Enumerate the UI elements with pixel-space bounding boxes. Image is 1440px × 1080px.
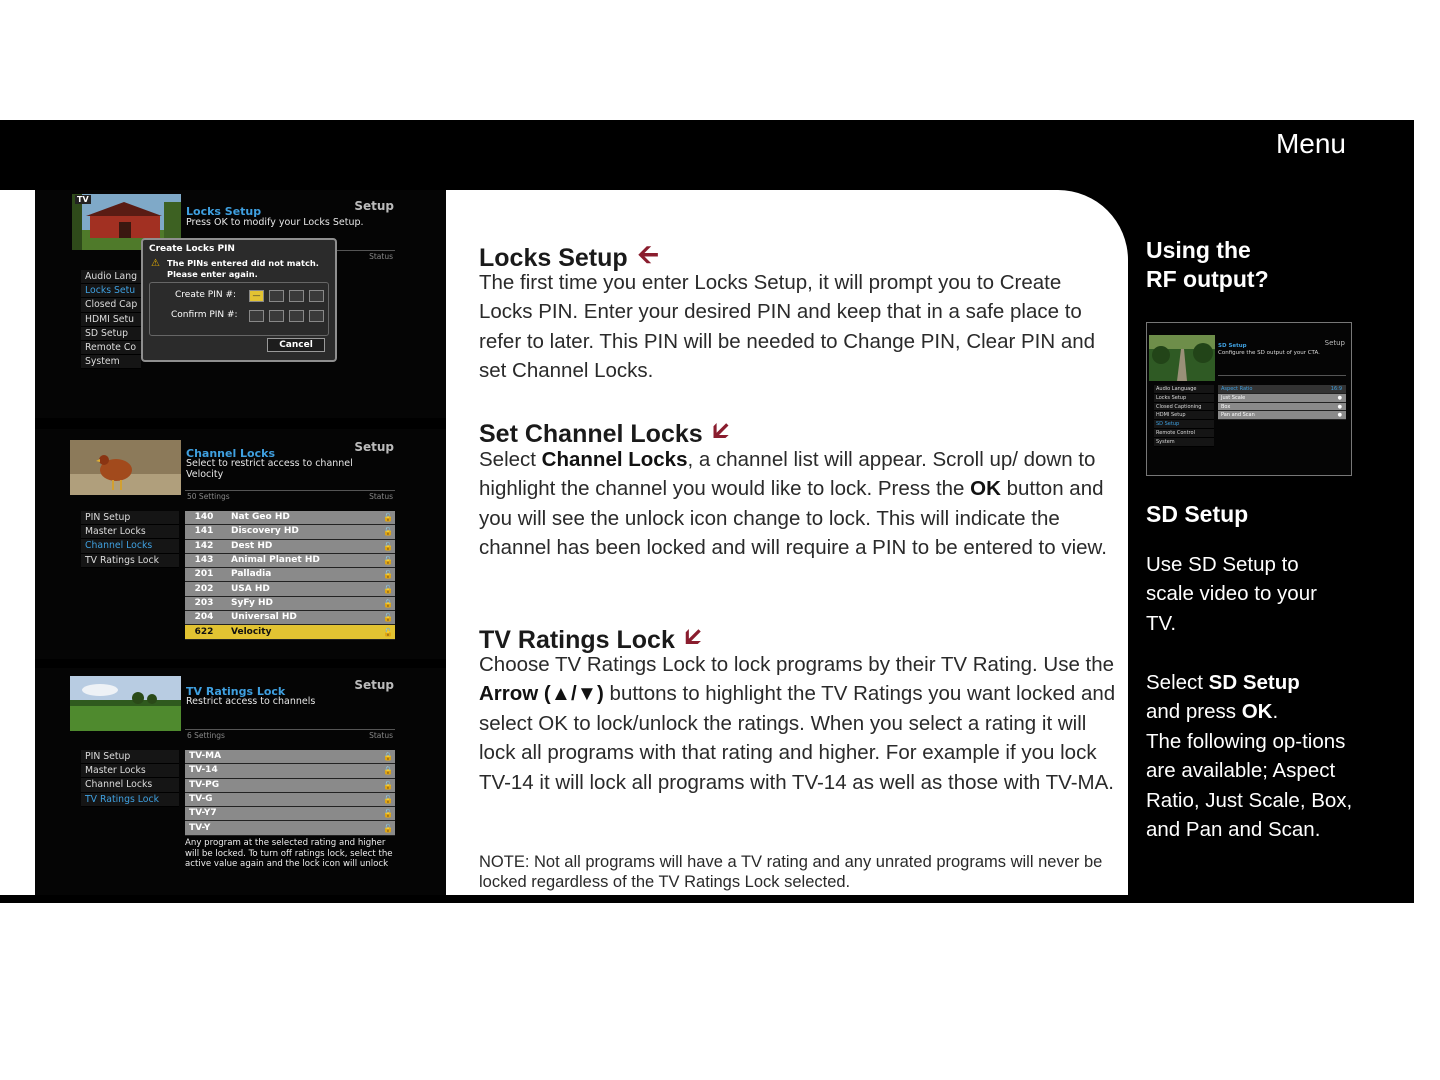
tv2-side-menu — [81, 511, 179, 568]
dialog-message: The PINs entered did not match. Please enter again. — [167, 258, 319, 279]
sd-option-value: ● — [1337, 412, 1342, 419]
text-run: The following op-tions are available; Aspect Ratio, Just Scale, Box, and Pan and Scan. — [1146, 729, 1353, 842]
rating-name: TV-MA — [189, 751, 222, 762]
tv1-setup-word: Setup — [354, 199, 394, 213]
unlock-icon: 🔓 — [383, 570, 393, 580]
channel-row[interactable] — [185, 511, 395, 525]
channel-row[interactable] — [185, 625, 395, 639]
confirm-pin-digit-1[interactable] — [249, 310, 264, 322]
channel-number: 203 — [194, 597, 214, 608]
rating-row[interactable] — [185, 807, 395, 821]
unlock-icon: 🔓 — [383, 795, 393, 805]
chicken-thumbnail — [70, 440, 181, 495]
sd-option-value: ● — [1337, 394, 1342, 401]
menu-item[interactable]: PIN Setup — [81, 511, 179, 525]
sd-options-list — [1218, 385, 1346, 420]
menu-item[interactable]: Master Locks — [81, 525, 179, 539]
tv-screen-ratings-lock — [35, 668, 446, 895]
tv3-subtitle: Restrict access to channels — [186, 696, 316, 707]
tv-screen-locks-setup — [35, 190, 446, 418]
rf-title-line-2: RF output? — [1146, 266, 1269, 292]
channel-number: 202 — [194, 583, 214, 594]
unlock-icon: 🔓 — [383, 584, 393, 594]
text-run-bold: SD Setup — [1208, 671, 1300, 694]
arrow-down-left-icon: 🡯 — [712, 415, 730, 445]
channel-locks-body — [479, 445, 1119, 563]
channel-list — [185, 511, 395, 640]
create-pin-digit-3[interactable] — [289, 290, 304, 302]
text-run-bold: OK — [970, 477, 1001, 501]
confirm-pin-digit-3[interactable] — [289, 310, 304, 322]
tv-screen-sd-setup — [1146, 322, 1352, 476]
channel-number: 142 — [194, 540, 214, 551]
tv1-subtitle: Press OK to modify your Locks Setup. — [186, 217, 364, 228]
ratings-lock-title: TV Ratings Lock — [479, 625, 675, 654]
unlock-icon: 🔓 — [383, 556, 393, 566]
menu-item[interactable]: TV Ratings Lock — [81, 554, 179, 568]
channel-number: 143 — [194, 555, 214, 566]
menu-item[interactable]: System — [1154, 438, 1214, 447]
menu-item[interactable]: Audio Language — [1154, 385, 1214, 394]
cancel-button[interactable]: Cancel — [267, 338, 325, 352]
text-run: Select — [479, 448, 542, 471]
rating-name: TV-Y — [189, 822, 211, 833]
warning-icon: ⚠ — [151, 258, 160, 269]
ratings-list — [185, 750, 395, 836]
channel-row[interactable] — [185, 568, 395, 582]
unlock-icon: 🔓 — [383, 627, 393, 637]
rating-name: TV-14 — [189, 765, 218, 776]
confirm-pin-label: Confirm PIN #: — [171, 310, 238, 320]
rating-name: TV-Y7 — [189, 808, 217, 819]
sd-option-label: Just Scale — [1221, 394, 1246, 401]
confirm-pin-digit-2[interactable] — [269, 310, 284, 322]
unlock-icon: 🔓 — [383, 527, 393, 537]
menu-item[interactable]: SD Setup — [1154, 420, 1214, 429]
tv2-subtitle: Select to restrict access to channel Velocity — [186, 458, 353, 480]
create-pin-dialog — [141, 238, 337, 362]
menu-item[interactable]: SD Setup — [81, 327, 141, 341]
rating-row[interactable] — [185, 764, 395, 778]
unlock-icon: 🔓 — [383, 513, 393, 523]
page-band — [0, 120, 1414, 903]
rating-row[interactable] — [185, 750, 395, 764]
tv3-title: TV Ratings Lock — [186, 685, 286, 698]
rating-name: TV-PG — [189, 779, 220, 790]
unlock-icon: 🔓 — [383, 780, 393, 790]
locks-setup-title: Locks Setup — [479, 243, 628, 272]
text-run: and press — [1146, 700, 1242, 724]
sd-screen-subtitle: Configure the SD output of your CTA. — [1218, 350, 1320, 356]
lock-icon: 🔒 — [383, 598, 393, 608]
menu-title: Menu — [1275, 128, 1346, 159]
channel-number: 622 — [194, 626, 214, 637]
rating-row[interactable] — [185, 821, 395, 835]
channel-name: Discovery HD — [231, 526, 299, 537]
ratings-note: NOTE: Not all programs will have a TV rating and any unrated programs will never be locked regardless of the TV Ratings Lock selected. — [479, 853, 1103, 891]
menu-item[interactable]: Locks Setup — [1154, 394, 1214, 403]
channel-name: Palladia — [231, 569, 272, 580]
menu-item[interactable]: Audio Lang — [81, 270, 141, 284]
tv2-title: Channel Locks — [186, 447, 275, 460]
tv3-separator — [185, 729, 395, 738]
sd-option-label: Box — [1221, 403, 1231, 410]
channel-name: Dest HD — [231, 540, 273, 551]
active-digit-cursor: — — [252, 291, 261, 300]
menu-item[interactable]: Closed Captioning — [1154, 403, 1214, 412]
sd-option-label: Pan and Scan — [1221, 412, 1255, 419]
text-run-bold: Channel Locks — [541, 448, 688, 471]
lock-icon: 🔒 — [383, 766, 393, 776]
menu-item[interactable]: Closed Cap — [81, 298, 141, 312]
rating-row[interactable] — [185, 793, 395, 807]
channel-number: 201 — [194, 569, 214, 580]
rating-row[interactable] — [185, 779, 395, 793]
rf-title-line-1: Using the — [1146, 237, 1251, 263]
menu-item[interactable]: Channel Locks — [81, 778, 179, 792]
tv3-setup-word: Setup — [354, 678, 394, 692]
menu-item[interactable]: Locks Setu — [81, 284, 141, 298]
channel-name: Velocity — [231, 626, 272, 637]
menu-item[interactable]: System — [81, 355, 141, 369]
sd-option-row[interactable] — [1218, 385, 1346, 394]
locks-setup-body: The first time you enter Locks Setup, it will prompt you to Create Locks PIN. Enter your desired PIN and keep that in a safe place to refer to later. This PIN will be needed to Change PIN, Clear PIN and set Channel Locks. — [479, 271, 1096, 383]
sd-separator — [1218, 375, 1346, 376]
sd-option-row[interactable] — [1218, 403, 1346, 412]
arrow-down-left-icon: 🡯 — [684, 621, 702, 651]
channel-name: Animal Planet HD — [231, 555, 320, 566]
text-run: Choose TV Ratings Lock to lock programs by their TV Rating. Use the — [479, 653, 1115, 676]
arrow-left-icon: 🡨 — [637, 239, 659, 269]
unlock-icon: 🔓 — [383, 541, 393, 551]
text-run: buttons to highlight the TV Ratings you want locked and select OK to lock/unlock the ratings. When you select a rating it will lock all programs with that rating and higher. For example if you lock TV-14 it will lock all programs with TV-14 as well as those with TV-MA. — [479, 682, 1116, 794]
unlock-icon: 🔓 — [383, 823, 393, 833]
sd-option-value: 16:9 — [1330, 386, 1342, 392]
menu-item[interactable]: Remote Co — [81, 341, 141, 355]
menu-item[interactable]: HDMI Setup — [1154, 411, 1214, 420]
channel-row[interactable] — [185, 597, 395, 611]
tv1-title: Locks Setup — [186, 205, 262, 218]
menu-item[interactable]: TV Ratings Lock — [81, 793, 179, 807]
menu-item[interactable]: PIN Setup — [81, 750, 179, 764]
sd-option-row[interactable] — [1218, 394, 1346, 403]
left-margin — [0, 190, 35, 895]
tv3-side-menu — [81, 750, 179, 807]
tv-badge: TV — [77, 195, 89, 204]
channel-row[interactable] — [185, 611, 395, 625]
sd-option-row[interactable] — [1218, 411, 1346, 420]
sd-setup-instructions — [1146, 668, 1361, 844]
channel-row[interactable] — [185, 554, 395, 568]
channel-row[interactable] — [185, 540, 395, 554]
farm-field-thumbnail — [70, 676, 181, 731]
tv2-separator — [185, 490, 395, 499]
create-pin-digit-2[interactable] — [269, 290, 284, 302]
channel-name: USA HD — [231, 583, 270, 594]
menu-item[interactable]: HDMI Setu — [81, 313, 141, 327]
menu-item[interactable]: Remote Control — [1154, 429, 1214, 438]
text-run: Select — [1146, 671, 1209, 694]
channel-number: 140 — [194, 512, 214, 523]
dialog-title: Create Locks PIN — [149, 244, 235, 254]
channel-name: Nat Geo HD — [231, 512, 290, 523]
create-pin-digit-1[interactable] — [249, 290, 264, 302]
text-run-bold: OK — [1241, 700, 1273, 724]
sd-setup-body: Use SD Setup to scale video to your TV. — [1146, 553, 1317, 635]
rf-output-heading — [1146, 236, 1269, 294]
ratings-lock-body — [479, 650, 1119, 797]
text-run-bold: Arrow (▲/▼) — [479, 682, 604, 706]
sd-side-menu — [1154, 385, 1214, 447]
menu-item[interactable]: Master Locks — [81, 764, 179, 778]
menu-item[interactable]: Channel Locks — [81, 539, 179, 553]
text-run: . — [1272, 700, 1279, 724]
rating-name: TV-G — [189, 794, 213, 805]
channel-locks-title: Set Channel Locks — [479, 419, 703, 448]
tv3-settings-count: 6 Settings — [187, 731, 225, 740]
content-panel — [446, 190, 1128, 895]
channel-row[interactable] — [185, 525, 395, 539]
tv2-status-label: Status — [369, 492, 393, 501]
tv2-settings-count: 50 Settings — [187, 492, 230, 501]
channel-row[interactable] — [185, 582, 395, 596]
create-pin-digit-4[interactable] — [309, 290, 324, 302]
unlock-icon: 🔓 — [383, 613, 393, 623]
text-run: , a channel list will appear. Scroll up/ down to highlight the channel you would like to lock. Press the — [479, 448, 1096, 501]
tv2-setup-word: Setup — [354, 440, 394, 454]
sd-setup-heading: SD Setup — [1146, 501, 1249, 527]
tv-screen-channel-locks — [35, 429, 446, 659]
sd-screen-title: SD Setup — [1218, 343, 1247, 349]
channel-name: SyFy HD — [231, 597, 274, 608]
channel-number: 204 — [194, 612, 214, 623]
sd-option-value: ● — [1337, 403, 1342, 410]
forest-road-thumbnail — [1149, 335, 1215, 381]
tv1-status-label: Status — [369, 252, 393, 261]
channel-number: 141 — [194, 526, 214, 537]
text-run: button and you will see the unlock icon change to lock. This will indicate the channel has been locked and will require a PIN to be entered to view. — [479, 477, 1107, 560]
channel-name: Universal HD — [231, 612, 297, 623]
sd-option-label: Aspect Ratio — [1221, 386, 1253, 392]
create-pin-label: Create PIN #: — [175, 290, 237, 300]
ratings-footnote: Any program at the selected rating and higher will be locked. To turn off ratings lock, select the active value again and the lock icon will unlock — [185, 838, 393, 869]
lock-icon: 🔒 — [383, 752, 393, 762]
tv3-status-label: Status — [369, 731, 393, 740]
sd-screen-setup-word: Setup — [1324, 339, 1345, 347]
confirm-pin-digit-4[interactable] — [309, 310, 324, 322]
unlock-icon: 🔓 — [383, 809, 393, 819]
tv1-side-menu — [81, 270, 141, 369]
